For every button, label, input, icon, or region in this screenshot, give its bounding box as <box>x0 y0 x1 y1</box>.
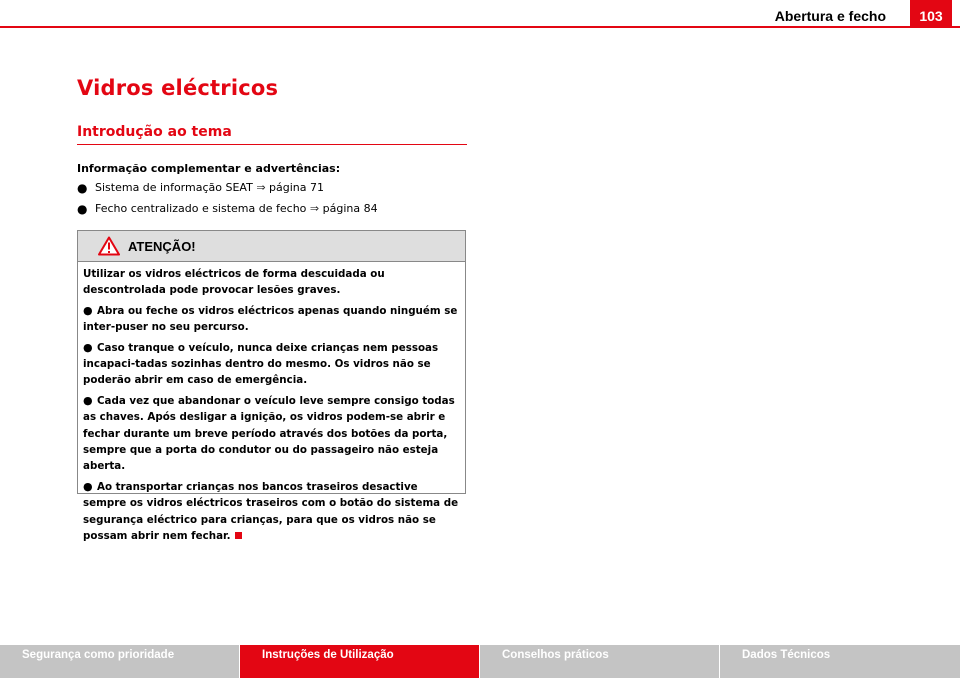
warning-item <box>83 393 459 475</box>
intro-list-item <box>77 202 467 216</box>
arrow-right-icon: ⇒ <box>309 202 320 215</box>
warning-item <box>83 303 459 336</box>
bullet-icon: ● <box>77 181 88 195</box>
tab-dados-tecnicos[interactable]: Dados Técnicos <box>720 645 960 678</box>
bullet-icon: ● <box>83 303 93 317</box>
warning-item-text: Cada vez que abandonar o veículo leve sempre consigo todas as chaves. Após desligar a ignição, os vidros podem-se abrir e fechar durante um breve período através dos botões da porta, sempre que a porta do condutor ou do passageiro não esteja aberta. <box>83 394 455 473</box>
arrow-right-icon: ⇒ <box>256 181 266 194</box>
tab-seguranca[interactable]: Segurança como prioridade <box>0 645 240 678</box>
intro-block <box>77 162 467 223</box>
page-number: 103 <box>910 0 952 27</box>
tab-instrucoes[interactable]: Instruções de Utilização <box>240 645 480 678</box>
warning-box <box>77 230 466 543</box>
bullet-icon: ● <box>77 202 88 216</box>
bullet-icon: ● <box>83 479 93 493</box>
intro-list-item <box>77 181 467 195</box>
page-reference-link[interactable]: página 71 <box>269 181 324 194</box>
page-reference-link[interactable]: página 84 <box>322 202 378 215</box>
header-rule <box>0 26 960 28</box>
warning-body <box>78 262 465 545</box>
subsection-title: Introdução ao tema <box>77 124 467 145</box>
section-title: Vidros eléctricos <box>77 76 279 100</box>
bullet-icon: ● <box>83 340 93 354</box>
warning-item <box>83 479 459 545</box>
bullet-icon: ● <box>83 393 93 407</box>
warning-lead: Utilizar os vidros eléctricos de forma descuidada ou descontrolada pode provocar lesões graves. <box>83 268 385 297</box>
intro-item-text: Fecho centralizado e sistema de fecho <box>95 202 307 215</box>
intro-label: Informação complementar e advertências: <box>77 162 341 175</box>
footer-nav <box>0 645 960 678</box>
warning-item-text: Caso tranque o veículo, nunca deixe crianças nem pessoas incapaci-tadas sozinhas dentro do mesmo. Os vidros não se poderão abrir em caso de emergência. <box>83 341 439 387</box>
chapter-title: Abertura e fecho <box>774 8 886 24</box>
warning-item-text: Abra ou feche os vidros eléctricos apenas quando ninguém se inter-puser no seu percurso. <box>83 304 458 334</box>
end-square-icon <box>235 532 242 539</box>
warning-triangle-icon <box>98 236 120 256</box>
intro-item-text: Sistema de informação SEAT <box>95 181 253 194</box>
warning-title: ATENÇÃO! <box>128 238 196 254</box>
warning-item <box>83 340 459 389</box>
tab-conselhos[interactable]: Conselhos práticos <box>480 645 720 678</box>
warning-header <box>78 231 465 262</box>
warning-item-text: Ao transportar crianças nos bancos traseiros desactive sempre os vidros eléctricos traseiros com o botão do sistema de segurança eléctrico para crianças, para que os vidros não se possam abrir nem fechar. <box>83 480 459 543</box>
